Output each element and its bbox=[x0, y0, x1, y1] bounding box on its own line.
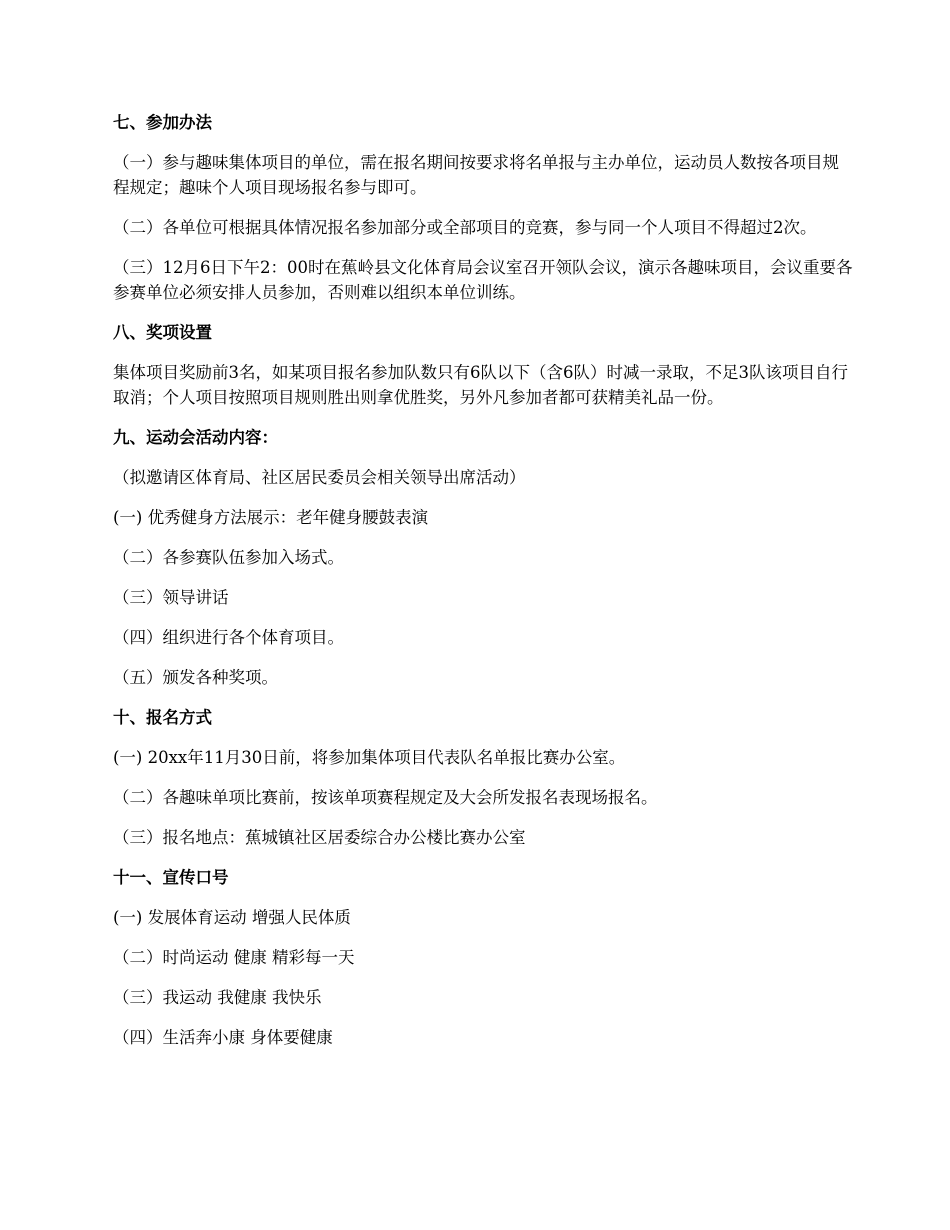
section-heading: 八、奖项设置 bbox=[113, 323, 212, 342]
slogan-item: （四）生活奔小康 身体要健康 bbox=[113, 1028, 333, 1047]
paragraph: 集体项目奖励前3名，如某项目报名参加队数只有6队以下（含6队）时减一录取，不足3队该项目自行取消；个人项目按照项目规则胜出则拿优胜奖，另外凡参加者都可获精美礼品一份。 bbox=[113, 363, 848, 407]
slogan-item: (一) 发展体育运动 增强人民体质 bbox=[113, 908, 351, 927]
section-heading: 七、参加办法 bbox=[113, 113, 212, 132]
list-item: （二）各趣味单项比赛前，按该单项赛程规定及大会所发报名表现场报名。 bbox=[113, 788, 658, 807]
list-item: (一) 优秀健身方法展示：老年健身腰鼓表演 bbox=[113, 508, 429, 527]
list-item: （二）各参赛队伍参加入场式。 bbox=[113, 548, 344, 567]
section-heading: 九、运动会活动内容： bbox=[113, 428, 278, 447]
slogan-item: （二）时尚运动 健康 精彩每一天 bbox=[113, 948, 355, 967]
list-item: （三）领导讲话 bbox=[113, 588, 229, 607]
list-item: （三）报名地点：蕉城镇社区居委综合办公楼比赛办公室 bbox=[113, 828, 526, 847]
paragraph: （三）12月6日下午2：00时在蕉岭县文化体育局会议室召开领队会议，演示各趣味项目，会议重要各参赛单位必须安排人员参加，否则难以组织本单位训练。 bbox=[113, 258, 853, 302]
section-heading: 十、报名方式 bbox=[113, 708, 212, 727]
list-item: （四）组织进行各个体育项目。 bbox=[113, 628, 344, 647]
list-item: (一) 20xx年11月30日前，将参加集体项目代表队名单报比赛办公室。 bbox=[113, 748, 626, 767]
list-item: （五）颁发各种奖项。 bbox=[113, 668, 278, 687]
document-page bbox=[113, 110, 853, 1065]
slogan-item: （三）我运动 我健康 我快乐 bbox=[113, 988, 322, 1007]
paragraph: （一）参与趣味集体项目的单位，需在报名期间按要求将名单报与主办单位，运动员人数按各项目规程规定；趣味个人项目现场报名参与即可。 bbox=[113, 153, 839, 197]
paragraph: （二）各单位可根据具体情况报名参加部分或全部项目的竞赛，参与同一个人项目不得超过2次。 bbox=[113, 218, 817, 237]
paragraph: （拟邀请区体育局、社区居民委员会相关领导出席活动） bbox=[113, 468, 526, 487]
section-heading: 十一、宣传口号 bbox=[113, 868, 229, 887]
